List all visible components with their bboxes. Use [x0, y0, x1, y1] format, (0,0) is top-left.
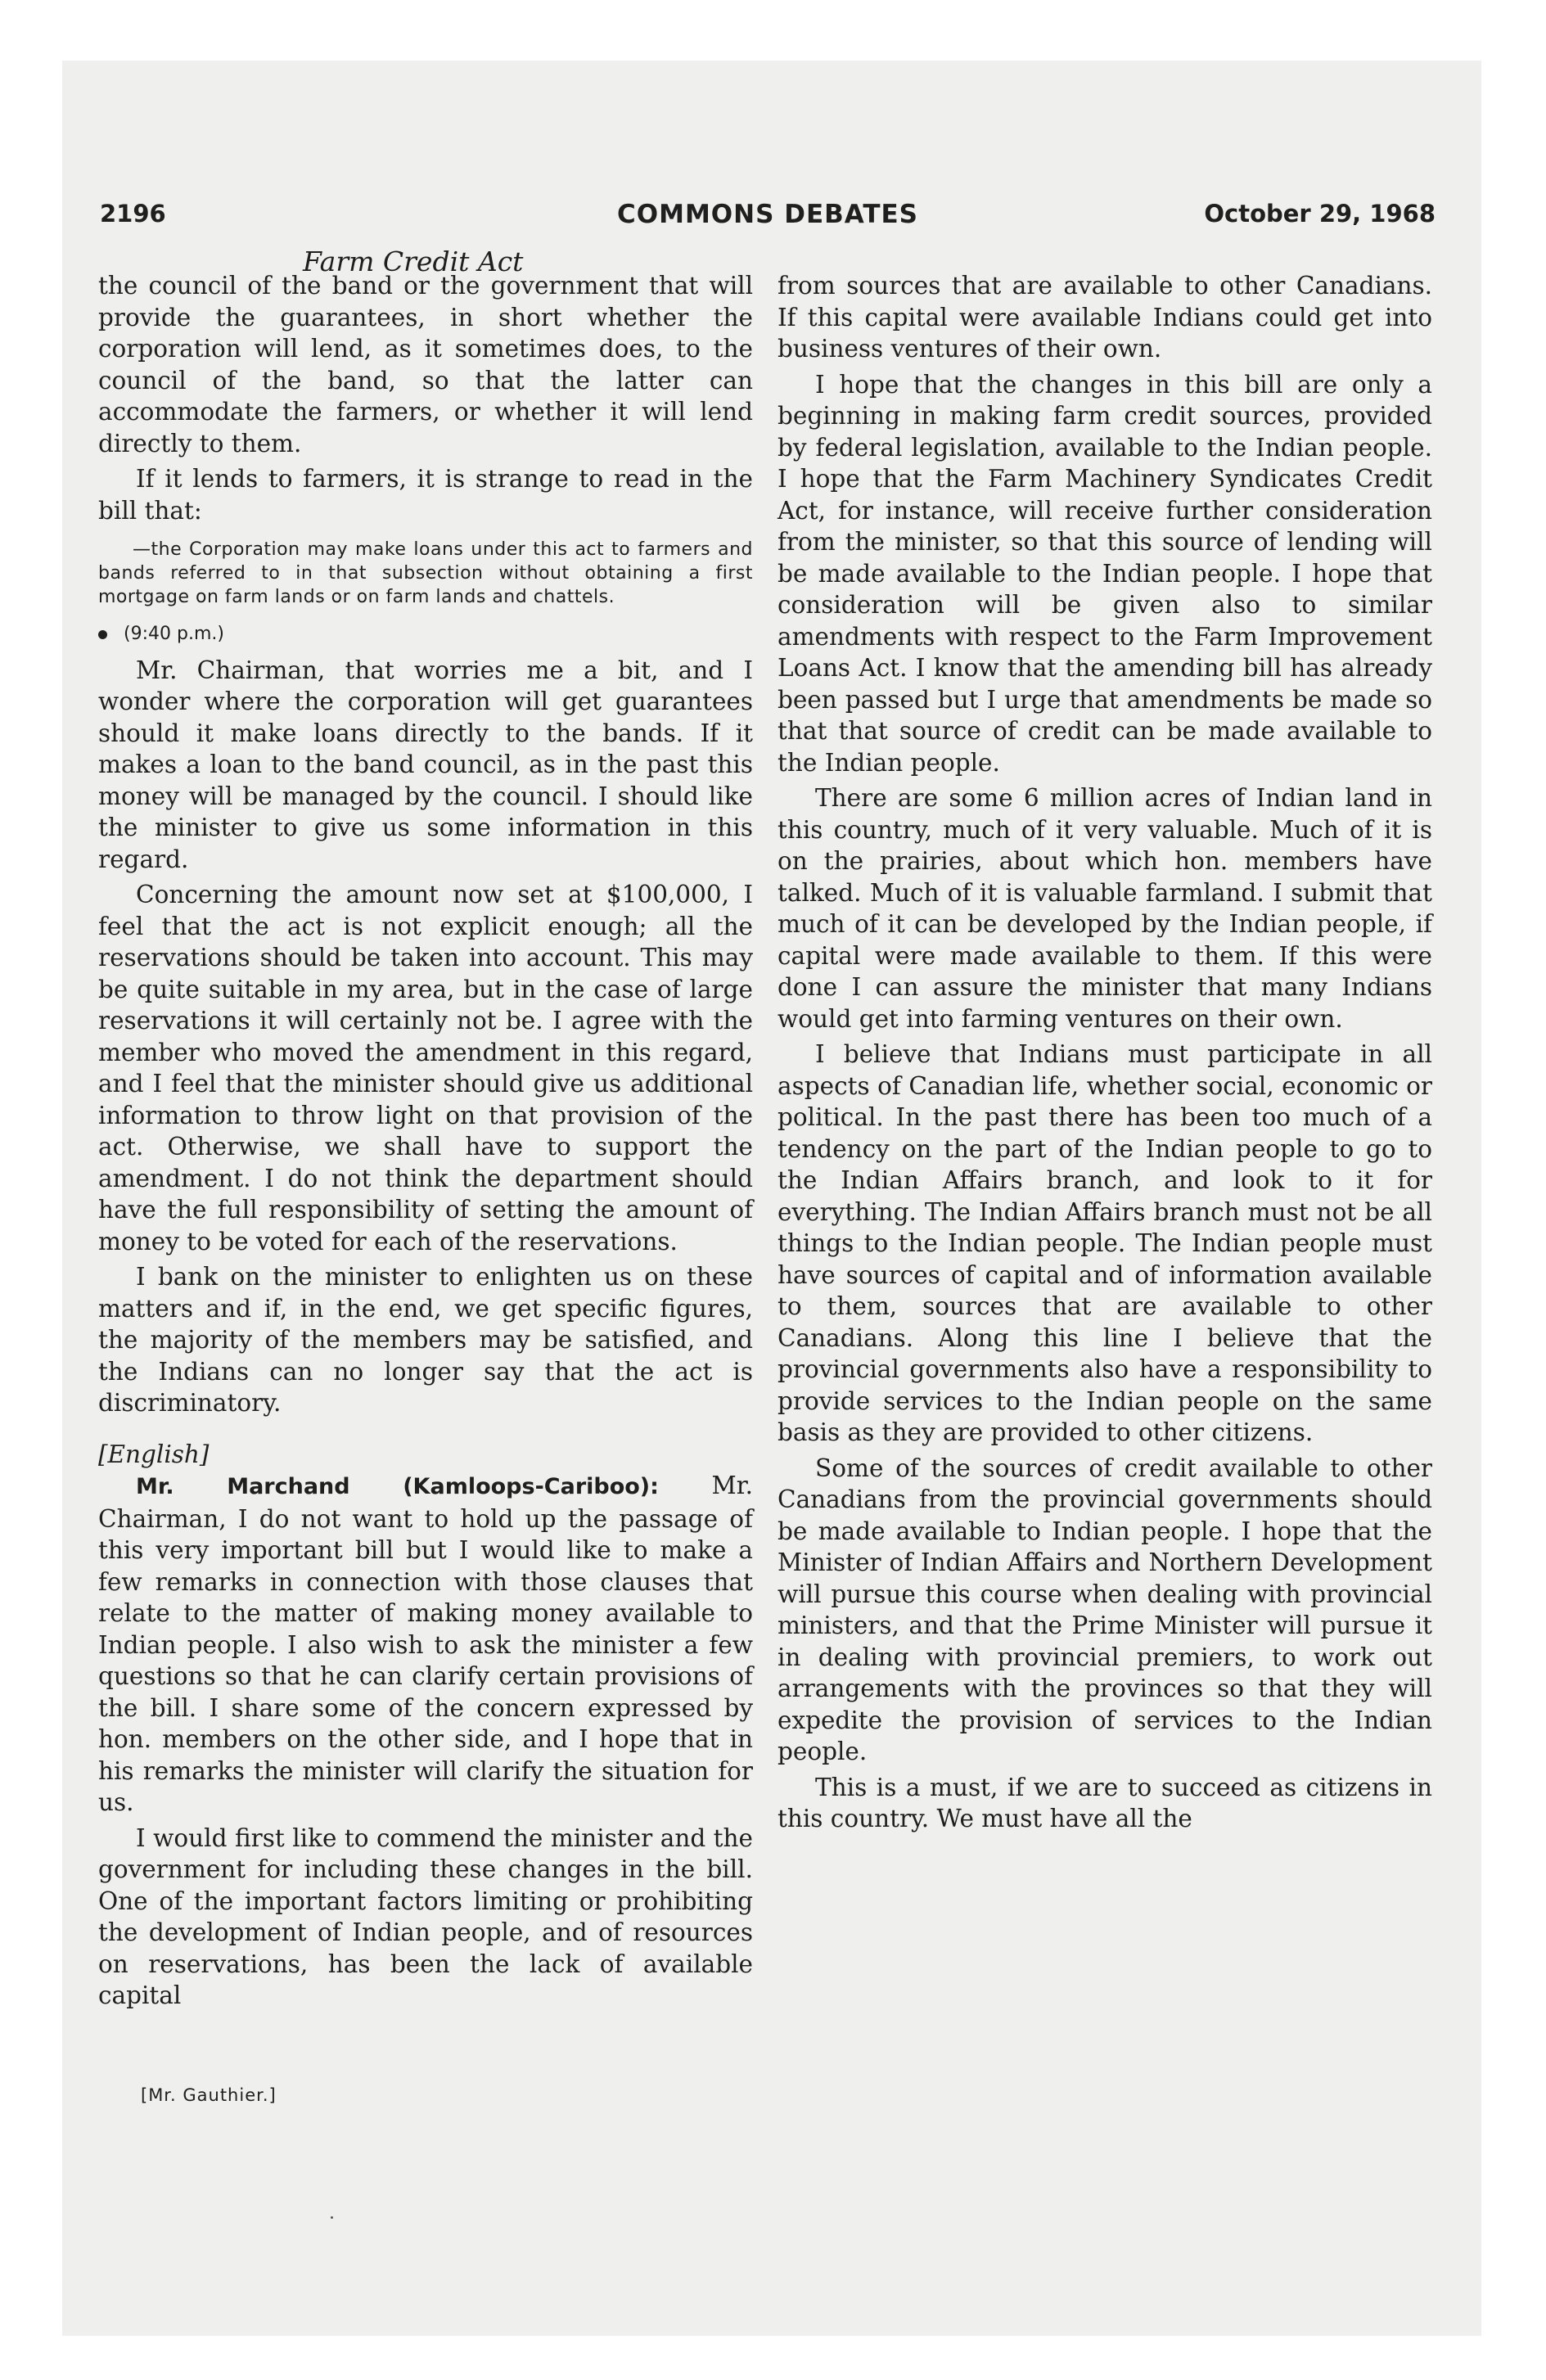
speech-text: Mr. Chairman, I do not want to hold up the passage of this very important bill but I would like to make a few remarks in connection with those clauses that relate to the matter of making money available to Indian people. I also wish to ask the minister a few questions so that he can clarify certain provisions of the bill. I share some of the concern expressed by hon. members on the other side, and I hope that in his remarks the minister will clarify the situation for us. [98, 1472, 753, 1816]
left-column [98, 270, 753, 2012]
paragraph: I believe that Indians must participate in all aspects of Canadian life, whether social, economic or political. In the past there has been too much of a tendency on the part of the Indian people to go to the Indian Affairs branch, and look to it for everything. The Indian Affairs branch must not be all things to the Indian people. The Indian people must have sources of capital and of information available to them, sources that are available to other Canadians. Along this line I believe that the provincial governments also have a responsibility to provide services to the Indian people on the same basis as they are provided to other citizens. [778, 1040, 1432, 1446]
bill-quotation: —the Corporation may make loans under this act to farmers and bands referred to in that subsection without obtaining a first mortgage on farm lands or on farm lands and chattels. [98, 539, 753, 607]
publication-title: COMMONS DEBATES [617, 200, 918, 229]
time-marker [98, 619, 753, 651]
language-marker: [English] [98, 1440, 210, 1468]
right-column [778, 270, 1432, 1835]
paragraph: This is a must, if we are to succeed as citizens in this country. We must have all the [778, 1773, 1432, 1832]
paragraph: from sources that are available to other Canadians. If this capital were available Indians could get into business ventures of their own. [778, 272, 1432, 363]
paragraph: the council of the band or the government that will provide the guarantees, in short whether the corporation will lend, as it sometimes does, to the council of the band, so that the latter can accommodate the farmers, or whether it will lend directly to them. [98, 272, 753, 458]
debate-date: October 29, 1968 [1204, 200, 1436, 228]
time-marker-text: (9:40 p.m.) [124, 624, 224, 644]
bullet-icon [98, 630, 107, 639]
paragraph: I bank on the minister to enlighten us on these matters and if, in the end, we get specific figures, the majority of the members may be satisfied, and the Indians can no longer say that the act is discriminatory. [98, 1263, 753, 1417]
scan-speck [331, 2216, 333, 2219]
paragraph: There are some 6 million acres of Indian land in this country, much of it very valuable. Much of it is on the prairies, about which hon. members have talked. Much of it is valuable farmland. I submit that much of it can be developed by the Indian people, if capital were made available to them. If this were done I can assure the minister that many Indians would get into farming ventures on their own. [778, 784, 1432, 1033]
speaker-name: Mr. Marchand (Kamloops-Cariboo): [136, 1474, 659, 1499]
subject-heading: Farm Credit Act [303, 246, 524, 277]
speaker-reference: [Mr. Gauthier.] [141, 2085, 277, 2105]
paragraph: Mr. Chairman, that worries me a bit, and I wonder where the corporation will get guarantees should it make loans directly to the bands. If it makes a loan to the band council, as in the past this money will be managed by the council. I should like the minister to give us some information in this regard. [98, 656, 753, 873]
page-number: 2196 [100, 200, 166, 228]
speech-paragraph [98, 1470, 753, 1819]
paragraph: I would first like to commend the minister and the government for including these changes in the bill. One of the important factors limiting or prohibiting the development of Indian people, and of resources on reservations, has been the lack of available capital [98, 1823, 753, 2009]
paragraph: Some of the sources of credit available to other Canadians from the provincial governments should be made available to Indian people. I hope that the Minister of Indian Affairs and Northern Development will pursue this course when dealing with provincial ministers, and that the Prime Minister will pursue it in dealing with provincial premiers, to work out arrangements with the provinces so that they will expedite the provision of services to the Indian people. [778, 1454, 1432, 1765]
page-header [100, 200, 1436, 241]
paragraph: If it lends to farmers, it is strange to read in the bill that: [98, 465, 753, 525]
paragraph: Concerning the amount now set at $100,000, I feel that the act is not explicit enough; all the reservations should be taken into account. This may be quite suitable in my area, but in the case of large reservations it will certainly not be. I agree with the member who moved the amendment in this regard, and I feel that the minister should give us additional information to throw light on that provision of the act. Otherwise, we shall have to support the amendment. I do not think the department should have the full responsibility of setting the amount of money to be voted for each of the reservations. [98, 881, 753, 1255]
paragraph: I hope that the changes in this bill are only a beginning in making farm credit sources, provided by federal legislation, available to the Indian people. I hope that the Farm Machinery Syndicates Credit Act, for instance, will receive further consideration from the minister, so that this source of lending will be made available to the Indian people. I hope that consideration will be given also to similar amendments with respect to the Farm Improvement Loans Act. I know that the amending bill has already been passed but I urge that amendments be made so that that source of credit can be made available to the Indian people. [778, 370, 1432, 777]
